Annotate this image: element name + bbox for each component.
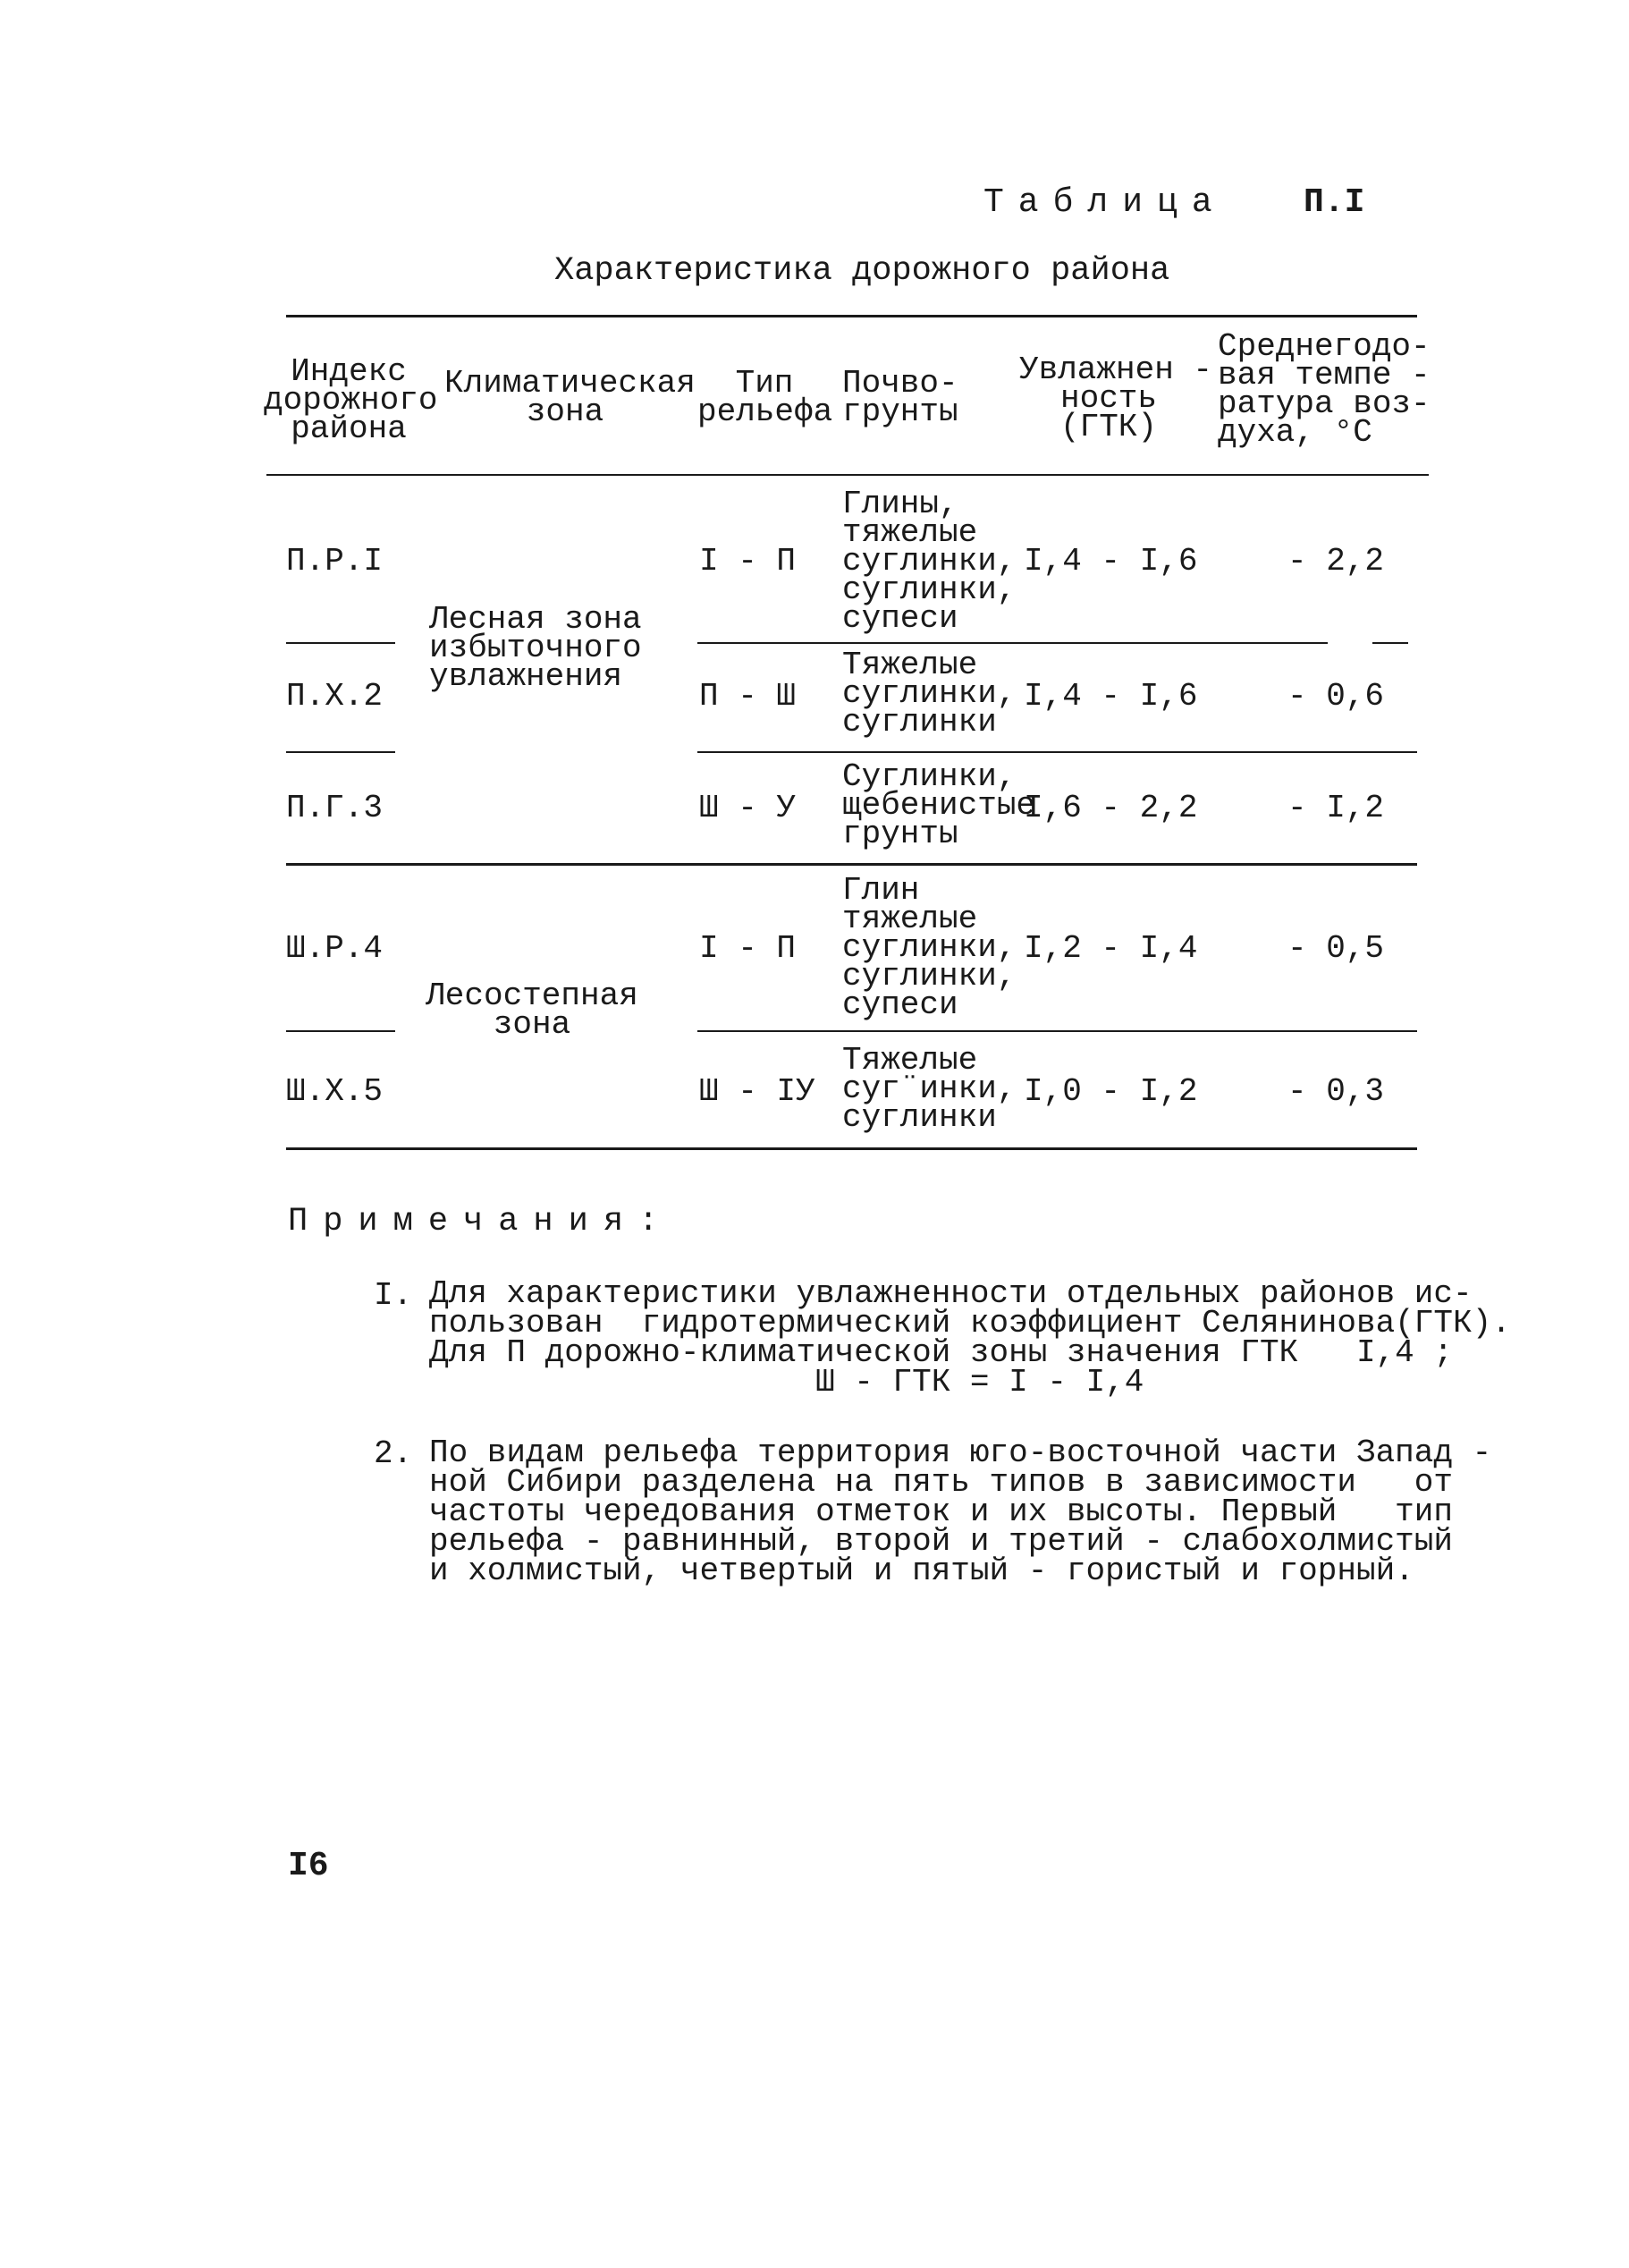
zone-label-forest-steppe: Лесостепная зона — [426, 977, 638, 1043]
row-2-index-separator — [286, 751, 395, 753]
header-col-zone: Климатическая зона — [444, 365, 696, 430]
row-5-temperature: - 0,3 — [1287, 1073, 1385, 1110]
row-4-temperature: - 0,5 — [1287, 930, 1385, 967]
row-3-temperature: - I,2 — [1287, 790, 1385, 826]
header-bottom-rule — [266, 474, 1429, 476]
row-2-temperature: - 0,6 — [1287, 678, 1385, 715]
row-4-relief: I - П — [699, 930, 797, 967]
row-3-soil: Суглинки, щебенистые грунты — [842, 758, 1036, 852]
zone-label-forest: Лесная зона избыточного увлажнения — [429, 601, 642, 695]
table-number: П.I — [1304, 183, 1365, 222]
row-4-soil: Глин тяжелые суглинки, суглинки, супеси — [842, 872, 1017, 1023]
row-3-moisture: I,6 - 2,2 — [1024, 790, 1198, 826]
header-col-relief: Тип рельефа — [697, 365, 833, 430]
table-label: Таблица — [983, 183, 1227, 222]
row-1-moisture: I,4 - I,6 — [1024, 543, 1198, 580]
row-3-index: П.Г.3 — [286, 790, 384, 826]
row-1-relief: I - П — [699, 543, 797, 580]
row-2-soil: Тяжелые суглинки, суглинки — [842, 647, 1017, 740]
row-1-data-separator — [697, 642, 1328, 644]
header-col-soil: Почво- грунты — [842, 365, 958, 430]
row-4-moisture: I,2 - I,4 — [1024, 930, 1198, 967]
table-bottom-rule — [286, 1147, 1417, 1150]
note-1-text: Для характеристики увлажненности отдельных районов ис- пользован гидротермический коэффициент Селянинова(ГТК). Для П дорожно-климатической зоны значения ГТК I,4 ; Ш - ГТК = I - I,4 — [429, 1275, 1511, 1401]
row-5-soil: Тяжелые суг¨инки, суглинки — [842, 1042, 1017, 1136]
row-1-index-separator — [286, 642, 395, 644]
row-4-index-separator — [286, 1030, 395, 1032]
row-3-relief: Ш - У — [699, 790, 797, 826]
header-col-temperature: Среднегодо- вая темпе - ратура воз- духа, °С — [1218, 328, 1431, 451]
note-1-number: I. — [374, 1277, 413, 1314]
header-col-moisture: Увлажнен - ность (ГТК) — [1019, 351, 1213, 445]
row-2-index: П.Х.2 — [286, 678, 384, 715]
row-2-moisture: I,4 - I,6 — [1024, 678, 1198, 715]
row-5-index: Ш.Х.5 — [286, 1073, 384, 1110]
row-1-temperature: - 2,2 — [1287, 543, 1385, 580]
note-2-text: По видам рельефа территория юго-восточной части Запад - ной Сибири разделена на пять типов в зависимости от частоты чередования отметок и их высоты. Первый тип рельефа - равнинный, второй и третий - слабохолмистый и холмистый, четвертый и пятый - гористый и горный. — [429, 1434, 1492, 1589]
page-number: I6 — [288, 1847, 329, 1885]
row-2-data-separator — [697, 751, 1417, 753]
row-4-data-separator — [697, 1030, 1417, 1032]
zone-separator-rule — [286, 863, 1417, 866]
notes-heading: Примечания: — [288, 1203, 674, 1240]
note-2-number: 2. — [374, 1435, 413, 1472]
table-title: Характеристика дорожного района — [554, 252, 1170, 290]
row-5-relief: Ш - IУ — [699, 1073, 815, 1110]
row-2-relief: П - Ш — [699, 678, 797, 715]
row-5-moisture: I,0 - I,2 — [1024, 1073, 1198, 1110]
row-1-soil: Глины, тяжелые суглинки, суглинки, супеси — [842, 486, 1017, 637]
header-col-index: Индекс дорожного района — [264, 353, 438, 447]
table-top-rule — [286, 315, 1417, 317]
row-1-index: П.Р.I — [286, 543, 384, 580]
row-1-temp-separator — [1372, 642, 1408, 644]
row-4-index: Ш.Р.4 — [286, 930, 384, 967]
